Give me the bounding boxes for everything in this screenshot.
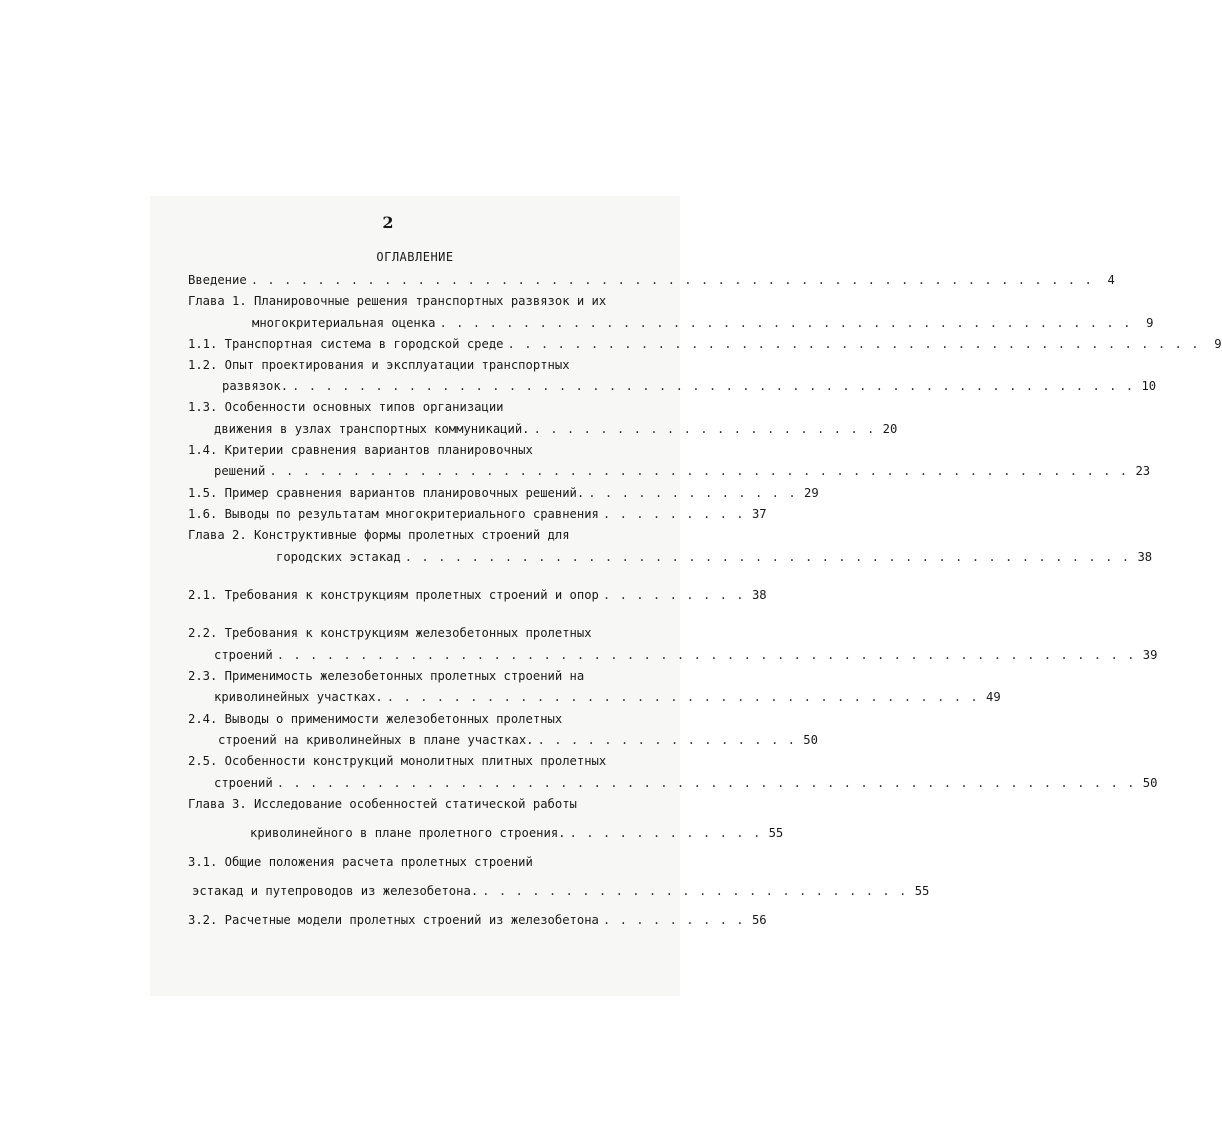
dot-leader: . . . . . . . . . <box>602 507 745 521</box>
toc-entry <box>214 646 1158 664</box>
toc-entry <box>214 462 1151 480</box>
toc-entry <box>218 731 818 749</box>
toc-entry-text: многокритериальная оценка <box>252 316 436 330</box>
toc-entry <box>188 441 636 459</box>
toc-entry <box>188 292 636 310</box>
toc-entry-text: 3.1. Общие положения расчета пролетных строений <box>188 855 533 869</box>
toc-entry-page: 9 <box>1214 337 1222 351</box>
toc-entry <box>188 667 636 685</box>
toc-entry-text: 1.6. Выводы по результатам многокритериального сравнения <box>188 507 599 521</box>
toc-entry <box>188 335 1222 353</box>
dot-leader: . . . . . . . . . . . . <box>569 826 762 840</box>
page-number: 2 <box>382 213 394 232</box>
toc-entry <box>188 505 767 523</box>
toc-entry-page: 9 <box>1146 316 1154 330</box>
toc-entry-page: 55 <box>768 826 784 840</box>
dot-leader: . . . . . . . . . <box>602 913 745 927</box>
toc-entry-text: развязок. <box>222 379 289 393</box>
dot-leader: . . . . . . . . . . . . . . . . . . . . . . . . . . . . . . . . . . . . . . . . . . <box>439 316 1132 330</box>
toc-entry-text: строений <box>214 648 273 662</box>
toc-entry-text: решений <box>214 464 266 478</box>
toc-entry-page: 38 <box>1137 550 1153 564</box>
dot-leader: . . . . . . . . . . . . . . . . . . . . . . . . . . . . . . . . . . . . . . . . . . . . <box>404 550 1131 564</box>
toc-entry-page: 20 <box>882 422 898 436</box>
toc-entry-page: 23 <box>1135 464 1151 478</box>
dot-leader: . . . . . . . . . . . . . . . . . . . . . . . . . . . . . . . . . . . . . . . . . . . . . . . . . . . <box>250 273 1093 287</box>
toc-entry-text: строений <box>214 776 273 790</box>
dot-leader: . . . . . . . . . . . . . . . . . . . . . . . . . . . . . . . . . . . . <box>386 690 979 704</box>
dot-leader: . . . . . . . . . . . . . . . . . . . . . . . . . . . . . . . . . . . . . . . . . . <box>507 337 1200 351</box>
toc-entry <box>276 548 1153 566</box>
toc-entry-text: строений на криволинейных в плане участках. <box>218 733 534 747</box>
dot-leader: . . . . . . . . . . . . . . . . <box>537 733 796 747</box>
toc-entry <box>214 774 1158 792</box>
toc-entry-text: Глава 3. Исследование особенностей статической работы <box>188 797 577 811</box>
toc-entry <box>188 586 767 604</box>
toc-entry-text: Глава 2. Конструктивные формы пролетных строений для <box>188 528 570 542</box>
toc-entry <box>214 420 898 438</box>
dot-leader: . . . . . . . . . . . . . . . . . . . . . . . . . . . . . . . . . . . . . . . . . . . . . . . . . . . . <box>276 648 1136 662</box>
toc-entry-text: движения в узлах транспортных коммуникаций. <box>214 422 530 436</box>
toc-entry <box>192 882 930 900</box>
toc-entry-page: 10 <box>1141 379 1157 393</box>
toc-entry-text: криволинейных участках. <box>214 690 383 704</box>
toc-entry-page: 50 <box>803 733 818 747</box>
toc-entry-text: 1.4. Критерии сравнения вариантов планировочных <box>188 443 533 457</box>
toc-entry <box>188 484 819 502</box>
toc-entry-text: 2.1. Требования к конструкциям пролетных строений и опор <box>188 588 599 602</box>
toc-entry <box>188 752 636 770</box>
dot-leader: . . . . . . . . . . . . . . . . . . . . . . . . . . . . . . . . . . . . . . . . . . . . . . . . . . . <box>292 379 1135 393</box>
dot-leader: . . . . . . . . . <box>602 588 745 602</box>
toc-entry-text: Глава 1. Планировочные решения транспортных развязок и их <box>188 294 607 308</box>
toc-entry-text: 2.5. Особенности конструкций монолитных плитных пролетных <box>188 754 607 768</box>
dot-leader: . . . . . . . . . . . . . . . . . . . . . . . . . . . . . . . . . . . . . . . . . . . . . . . . . . . . <box>276 776 1136 790</box>
toc-entry-page: 4 <box>1107 273 1115 287</box>
toc-entry-text: 1.3. Особенности основных типов организации <box>188 400 504 414</box>
toc-entry <box>222 377 1157 395</box>
toc-entry <box>250 824 784 842</box>
toc-entry-text: криволинейного в плане пролетного строения. <box>250 826 566 840</box>
toc-entry-page: 37 <box>751 507 767 521</box>
toc-entry-text: 2.4. Выводы о применимости железобетонных пролетных <box>188 712 563 726</box>
toc-entry-page: 29 <box>803 486 819 500</box>
toc-entry <box>188 710 636 728</box>
toc-entry-text: 1.5. Пример сравнения вариантов планировочных решений. <box>188 486 585 500</box>
toc-entry-page: 49 <box>986 690 1001 704</box>
toc-entry <box>188 624 636 642</box>
dot-leader: . . . . . . . . . . . . . . . . . . . . . . . . . . . . . . . . . . . . . . . . . . . . . . . . . . . . <box>269 464 1129 478</box>
toc-entry <box>188 398 636 416</box>
toc-entry <box>214 688 1001 706</box>
toc-entry-text: 1.2. Опыт проектирования и эксплуатации транспортных <box>188 358 570 372</box>
toc-entry-text: эстакад и путепроводов из железобетона. <box>192 884 479 898</box>
toc-entry-page: 56 <box>751 913 767 927</box>
toc-entry <box>188 853 636 871</box>
toc-entry-text: городских эстакад <box>276 550 401 564</box>
toc-entry-page: 55 <box>914 884 930 898</box>
toc-entry-text: 3.2. Расчетные модели пролетных строений из железобетона <box>188 913 599 927</box>
dot-leader: . . . . . . . . . . . . . . . . . . . . . . . . . . <box>482 884 908 898</box>
dot-leader: . . . . . . . . . . . . . . . . . . . . . <box>533 422 876 436</box>
toc-entry-text: 2.2. Требования к конструкциям железобетонных пролетных <box>188 626 592 640</box>
toc-entry-page: 38 <box>751 588 767 602</box>
toc-entry <box>252 314 1154 332</box>
toc-entry-page: 50 <box>1142 776 1158 790</box>
toc-entry <box>188 911 767 929</box>
toc-title: ОГЛАВЛЕНИЕ <box>376 250 454 264</box>
toc-entry-text: 1.1. Транспортная система в городской среде <box>188 337 504 351</box>
dot-leader: . . . . . . . . . . . . . <box>588 486 797 500</box>
toc-entry <box>188 526 636 544</box>
toc-entry-text: Введение <box>188 273 247 287</box>
toc-entry <box>188 795 636 813</box>
toc-entry <box>188 356 636 374</box>
toc-entry-text: 2.3. Применимость железобетонных пролетных строений на <box>188 669 585 683</box>
toc-entry-page: 39 <box>1142 648 1158 662</box>
toc-entry <box>188 271 1115 289</box>
